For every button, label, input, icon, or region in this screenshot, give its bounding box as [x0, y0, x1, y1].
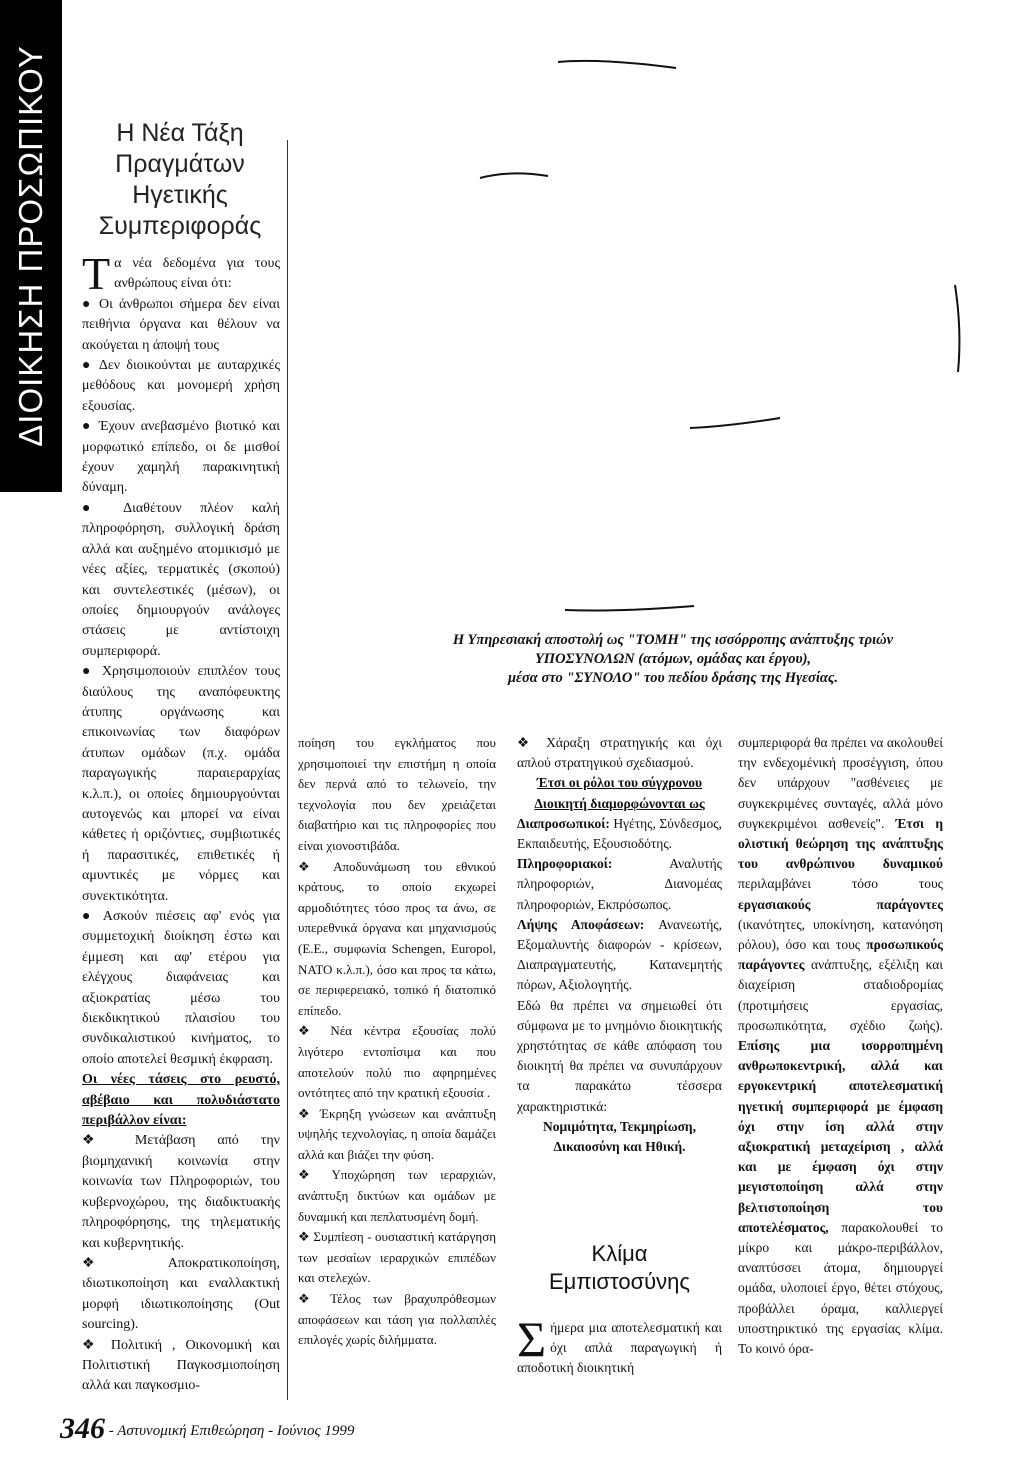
- trend-item: ❖ Έκρηξη γνώσεων και ανάπτυξη υψηλής τεχνολογίας, η οποία δαμάζει αλλά και βιάζει την φύση.: [298, 1105, 496, 1162]
- intro-paragraph: Τα νέα δεδομένα για τους ανθρώπους είναι ότι:: [82, 248, 280, 299]
- role-item: Λήψης Αποφάσεων: Ανανεωτής, Εξομαλυντής διαφορών - κρίσεων, Διαπραγματευτής, Κατανεμητής πόρων, Αξιολογητής.: [517, 916, 722, 993]
- column-1: [82, 248, 280, 1397]
- trend-item: ❖ Μετάβαση από την βιομηχανική κοινωνία στην κοινωνία των Πληροφοριών, του κυβερνοχώρου, της διαδικτυακής πληροφόρησης, της τηλεματικής και κυβερνητικής.: [82, 1133, 280, 1251]
- drop-cap: Σ: [517, 1311, 547, 1367]
- drop-cap: Τ: [82, 248, 111, 299]
- trend-item: ❖ Πολιτική , Οικονομική και Πολιτιστική Παγκοσμιοποίηση αλλά και παγκοσμιο-: [82, 1337, 280, 1394]
- paragraph: συμπεριφορά θα πρέπει να ακολουθεί την ενδεχομένική προσέγγιση, όπου δεν υπάρχουν "ασθένειες με συγκεκριμένες συνταγές, αλλά μόνο συγκεκριμένοι ασθενείς". Έτσι η ολιστική θεώρηση της ανάπτυξης του ανθρώπινου δυναμικού περιλαμβάνει τόσο τους εργασιακούς παράγοντες (ικανότητες, υποκίνηση, κατανόηση ρόλου), όσο και τους προσωπικούς παράγοντες ανάπτυξης, εξέλιξη και διαχείριση σταδιοδρομίας (προτιμήσεις εργασίας, προσωπικότητα, σχέδιο ζωής). Επίσης μια ισορροπημένη ανθρωποκεντρική, αλλά και εργοκεντρική αποτελεσματική ηγετική συμπεριφορά με έμφαση όχι στην ίση αλλά στην αξιοκρατική μεταχείριση , αλλά και με έμφαση όχι στην μεγιστοποίηση αλλά στην βελτιστοποίηση του αποτελέσματος, παρακολουθεί το μίκρο και μάκρο-περιβάλλον, αναπτύσσει άτομα, δημιουργεί ομάδα, υλοποιεί έργο, θέτει στόχους, προβάλλει όραμα, καλλιεργεί υποστηρικτικό της εργασίας κλίμα. Το κοινό όρα-: [738, 735, 943, 1357]
- title-line: Συμπεριφοράς: [98, 212, 262, 240]
- title-line: Η Νέα Τάξη: [116, 119, 244, 147]
- bullet-item: ● Διαθέτουν πλέον καλή πληροφόρηση, συλλογική δράση αλλά και αυξημένο ατομικισμό με νέες αξίες, τερματικές (σκοπού) και συντελεστικές (μέσων), οι οποίες δημιουργούν ανάλογες στάσεις με αντίστοιχη συμπεριφορά.: [82, 500, 280, 659]
- paragraph: Εδώ θα πρέπει να σημειωθεί ότι σύμφωνα με το μνημόνιο διοικητικής χρηστότητας σε κάθε απόφαση του διοικητή θα πρέπει να συνυπάρχουν τα παρακάτω τέσσερα χαρακτηριστικά:: [517, 997, 722, 1114]
- role-item: Πληροφοριακοί: Αναλυτής πληροφοριών, Διανομέας πληροφοριών, Εκπρόσωπος.: [517, 856, 722, 912]
- paragraph: ποίηση του εγκλήματος που χρησιμοποιεί την επιστήμη η οποία δεν περνά από το τελωνείο, την τεχνολογία που δεν χρειάζεται διαβατήριο και τις πληροφορίες που είναι χιονοστιβάδα.: [298, 735, 496, 853]
- roles-heading: Έτσι οι ρόλοι του σύγχρονου Διοικητή διαμορφώνονται ως: [534, 775, 705, 811]
- role-item: Διαπροσωπικοί: Ηγέτης, Σύνδεσμος, Εκπαιδευτής, Εξουσιοδότης.: [517, 815, 722, 852]
- bullet-item: ● Έχουν ανεβασμένο βιοτικό και μορφωτικό επίπεδο, οι δε μισθοί έχουν χαμηλή παρακινητική δύναμη.: [82, 419, 280, 496]
- bullet-item: ● Ασκούν πιέσεις αφ' ενός για συμμετοχική διοίκηση έστω και έμμεση και αφ' ετέρου για ελέγχους διαφάνειας και αξιοκρατίας μέσω του διεκδικητικού πλαισίου του συνδικαλιστικού κινήματος, το οποίο αποτελεί θεσμική έκφραση.: [82, 909, 280, 1067]
- diagram-caption: [380, 631, 966, 688]
- page-footer: [60, 1412, 354, 1446]
- trend-item: ❖ Τέλος των βραχυπρόθεσμων αποφάσεων και τάση για πολλαπλές επιλογές χωρίς διλήμματα.: [298, 1291, 496, 1348]
- trend-item: ❖ Χάραξη στρατηγικής και όχι απλού στρατηγικού σχεδιασμού.: [517, 735, 722, 771]
- trend-item: ❖ Νέα κέντρα εξουσίας πολύ λιγότερο εντοπίσιμα και που αποτελούν πολύ πιο αφηρημένες οντότητες από την κρατική εξουσία .: [298, 1023, 496, 1101]
- title-line: Πραγμάτων: [115, 150, 245, 178]
- footer-text: - Αστυνομική Επιθεώρηση - Ιούνιος 1999: [105, 1423, 355, 1439]
- bullet-item: ● Χρησιμοποιούν επιπλέον τους διαύλους της αναπόφευκτης άτυπης οργάνωσης και επικοινωνίας των διαφόρων άτυπων ομάδων (π.χ. ομάδα παραγωγικής παραιεραρχίας κ.λ.π.), οι οποίες δημιουργούνται αυτογενώς και μπορεί να είναι κάθετες ή οριζόντιες, συμβιωτικές ή παρασιτικές, επιθετικές ή αμυντικές με νόρμες και συνεκτικότητα.: [82, 664, 280, 904]
- caption-line: μέσα στο "ΣΥΝΟΛΟ" του πεδίου δράσης της Ηγεσίας.: [507, 670, 839, 686]
- caption-line: Η Υπηρεσιακή αποστολή ως "ΤΟΜΗ" της ισσόρροπης ανάπτυξης τριών: [452, 632, 894, 648]
- trend-item: ❖ Υποχώρηση των ιεραρχιών, ανάπτυξη δικτύων και ομάδων με δυναμική και πεπλατυσμένη δομή.: [298, 1167, 496, 1224]
- subtitle-line: Εμπιστοσύνης: [548, 1269, 691, 1294]
- subsection-intro: Σήμερα μια αποτελεσματική και όχι απλά παραγωγική ή αποδοτική διοικητική: [517, 1311, 722, 1376]
- column-4: [738, 733, 943, 1359]
- title-line: Ηγετικής: [132, 181, 228, 209]
- trend-item: ❖ Αποδυνάμωση του εθνικού κράτους, το οποίο εκχωρεί αρμοδιότητες τόσο προς τα άνω, σε υπερεθνικά όργανα και μηχανισμούς (Ε.Ε., συμφωνία Schengen, Europol, ΝΑΤΟ κ.λ.π.), όσο και προς τα κάτω, σε περιφερειακό, τοπικό ή διατοπικό επίπεδο.: [298, 858, 496, 1018]
- bold-line: Νομιμότητα, Τεκμηρίωση, Δικαιοσύνη και Ηθική.: [543, 1118, 696, 1155]
- section-title-vertical: ΔΙΟΙΚΗΣΗ ΠΡΟΣΩΠΙΚΟΥ: [12, 45, 49, 447]
- bullet-item: ● Δεν διοικούνται με αυταρχικές μεθόδους και μονομερή χρήση εξουσίας.: [82, 358, 280, 414]
- subsection-title: [517, 1240, 722, 1296]
- trend-item: ❖ Συμπίεση - ουσιαστική κατάργηση των μεσαίων ιεραρχικών επιπέδων και στελεχών.: [298, 1229, 496, 1286]
- caption-line: ΥΠΟΣΥΝΟΛΩΝ (ατόμων, ομάδας και έργου),: [534, 651, 812, 667]
- trend-item: ❖ Αποκρατικοποίηση, ιδιωτικοποίηση και εναλλακτική μορφή ιδιωτικοποίησης (Out sourcing).: [82, 1255, 280, 1333]
- section-heading: Οι νέες τάσεις στο ρευστό, αβέβαιο και πολυδιάστατο περιβάλλον είναι:: [82, 1072, 280, 1129]
- column-2: [298, 733, 496, 1351]
- column-3: [517, 733, 722, 1157]
- subtitle-line: Κλίμα: [591, 1241, 648, 1266]
- page-number: 346: [60, 1412, 105, 1445]
- bullet-item: ● Οι άνθρωποι σήμερα δεν είναι πειθήνια όργανα και θέλουν να ακούγεται η άποψή τους: [82, 296, 280, 353]
